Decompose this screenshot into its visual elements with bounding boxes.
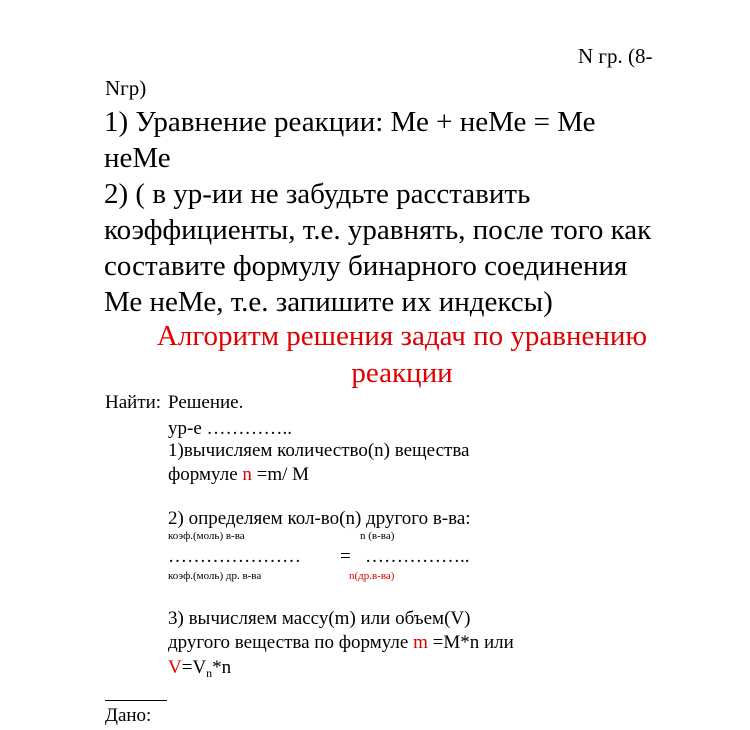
task-line-3: 2) ( в ур-ии не забудьте расставить: [104, 178, 531, 210]
find-label: Найти:: [105, 392, 162, 413]
algorithm-title-line-2: реакции: [351, 357, 453, 389]
task-line-2: неМе: [104, 142, 171, 174]
step1-formula: [168, 464, 309, 486]
coef-bottom-label: коэф.(моль) др. в-ва: [168, 570, 262, 582]
step3-line-2-rest: =M*n или: [427, 632, 514, 653]
step3-subscript-n: n: [206, 666, 213, 680]
dots-right: ……………..: [365, 546, 470, 567]
n-top-label: n (в-ва): [360, 530, 395, 542]
step3-v-symbol: V: [168, 657, 182, 678]
step1-prefix: формуле: [168, 464, 243, 485]
step1-formula-rest: =m/ M: [251, 464, 310, 485]
step2-line-1: 2) определяем кол-во(n) другого в-ва:: [168, 508, 471, 529]
step3-formula: [168, 657, 231, 681]
step3-line-1: 3) вычисляем массу(m) или объем(V): [168, 608, 471, 629]
step3-m-symbol: m: [413, 632, 428, 653]
task-line-6: Ме неМе, т.е. запишите их индексы): [104, 286, 553, 318]
given-separator-line: [105, 700, 167, 701]
solution-equation: ур-е …………..: [168, 418, 293, 439]
step3-line-2: [168, 632, 514, 654]
task-line-4: коэффициенты, т.е. уравнять, после того как: [104, 214, 652, 246]
step3-formula-b: *n: [212, 657, 232, 678]
equals-sign: =: [340, 546, 351, 567]
step1-n-symbol: n: [242, 464, 252, 485]
n-bottom-label: n(др.в-ва): [349, 570, 395, 582]
header-group-number: N гр. (8-: [578, 44, 653, 68]
task-line-1: 1) Уравнение реакции: Ме + неМе = Ме: [104, 106, 596, 138]
step1-line-1: 1)вычисляем количество(n) вещества: [168, 440, 470, 461]
algorithm-title-line-1: Алгоритм решения задач по уравнению: [156, 320, 648, 352]
given-label: Дано:: [105, 705, 152, 726]
solution-heading: Решение.: [168, 392, 244, 413]
step3-line-2-prefix: другого вещества по формуле: [168, 632, 414, 653]
coef-top-label: коэф.(моль) в-ва: [168, 530, 245, 542]
step3-formula-a: =V: [181, 657, 207, 678]
header-group-continuation: Nгр): [105, 76, 147, 100]
task-line-5: составите формулу бинарного соединения: [104, 250, 628, 282]
dots-left: …………………: [168, 546, 301, 567]
